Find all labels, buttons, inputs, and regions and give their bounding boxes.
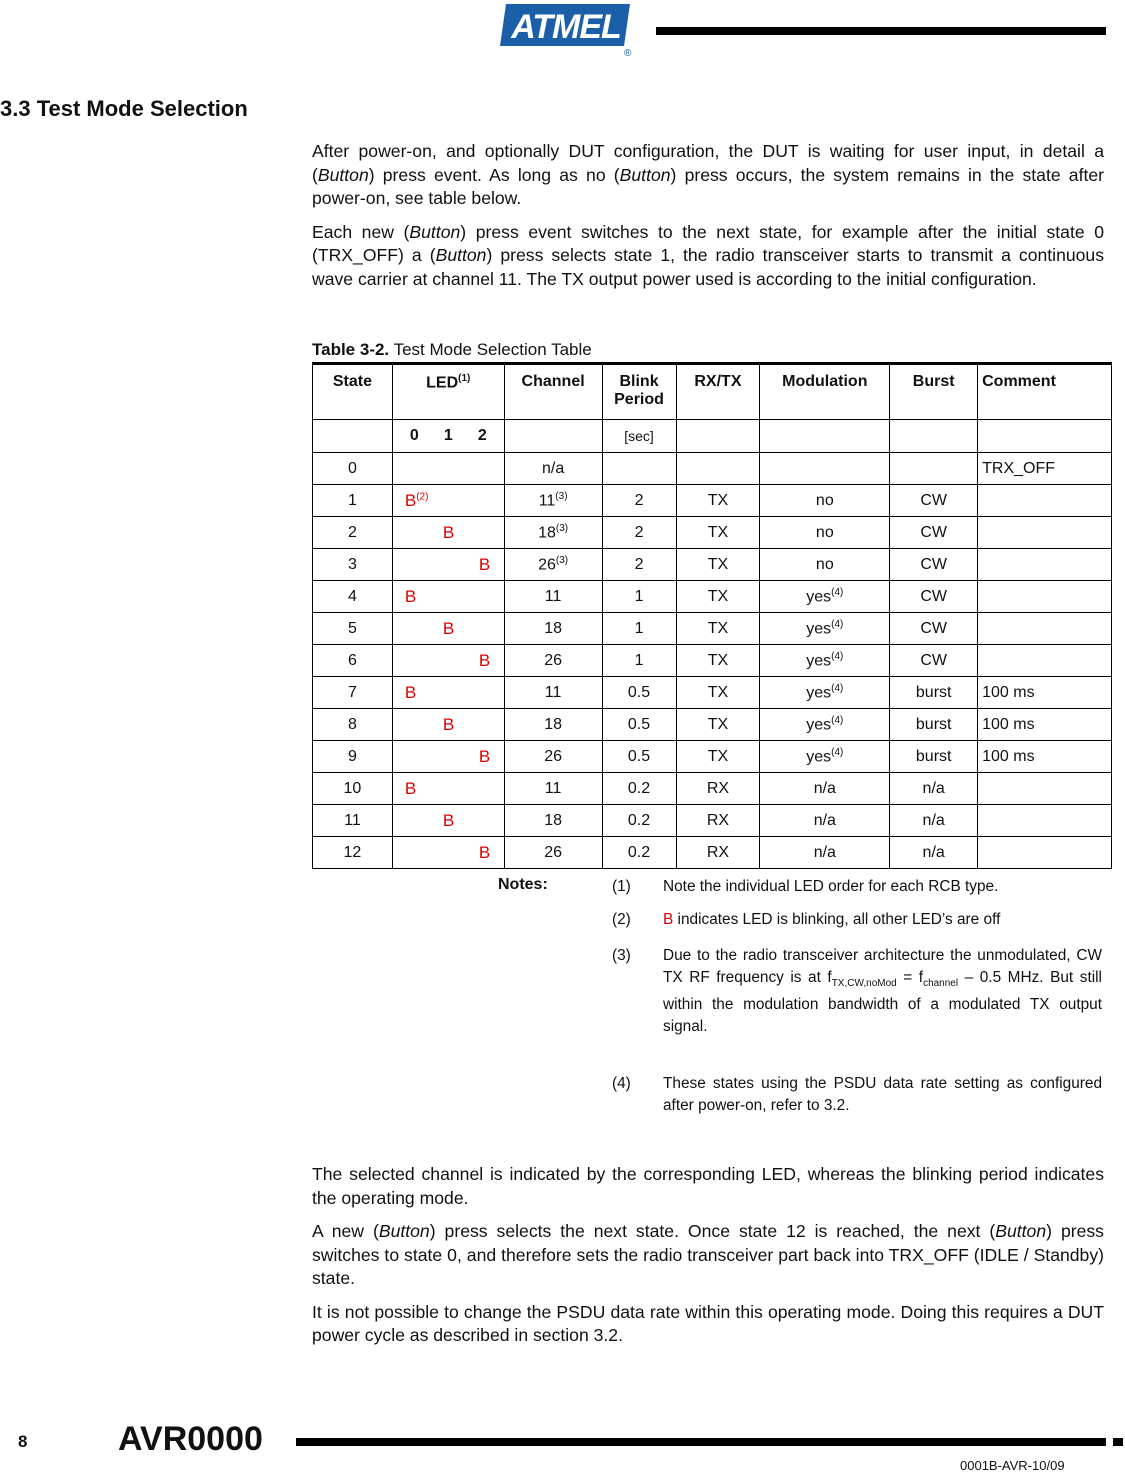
cell-blink-period: 1 bbox=[602, 613, 676, 645]
cell-channel: 11$^{(3)}$ bbox=[504, 485, 602, 517]
cell-burst: burst bbox=[890, 677, 978, 709]
cell-comment: 100 ms bbox=[978, 709, 1112, 741]
cell-burst: CW bbox=[890, 581, 978, 613]
cell-blink-period: 0.2 bbox=[602, 805, 676, 837]
cell-channel: 11 bbox=[504, 773, 602, 805]
cell-blink-period: 0.5 bbox=[602, 677, 676, 709]
cell-led bbox=[392, 581, 504, 613]
registered-mark: ® bbox=[624, 48, 632, 58]
cell-rxtx bbox=[676, 453, 760, 485]
header-rule-end bbox=[1096, 27, 1106, 35]
cell-modulation: yes$^{(4)}$ bbox=[760, 741, 890, 773]
cell-burst: burst bbox=[890, 741, 978, 773]
header-blink-period: Blink Period bbox=[602, 364, 676, 420]
cell-state: 10 bbox=[313, 773, 393, 805]
cell-blink-period: 0.5 bbox=[602, 741, 676, 773]
cell-burst: CW bbox=[890, 549, 978, 581]
cell-state: 8 bbox=[313, 709, 393, 741]
cell-rxtx: TX bbox=[676, 645, 760, 677]
cell-modulation: yes$^{(4)}$ bbox=[760, 645, 890, 677]
cell-channel: 11 bbox=[504, 581, 602, 613]
blink-marker: B bbox=[478, 746, 491, 766]
cell-comment bbox=[978, 645, 1112, 677]
cell-rxtx: TX bbox=[676, 677, 760, 709]
test-mode-table bbox=[312, 362, 1112, 869]
cell-blink-period: 2 bbox=[602, 549, 676, 581]
intro-paragraph-1: After power-on, and optionally DUT configuration, the DUT is waiting for user input, in detail a (Button) press event. As long as no (Button) press occurs, the system remains in the state after power-on, see table below. bbox=[312, 141, 1104, 208]
table-row bbox=[313, 485, 1112, 517]
cell-channel: n/a bbox=[504, 453, 602, 485]
cell-blink-period: 0.5 bbox=[602, 709, 676, 741]
cell-blink-period: 0.2 bbox=[602, 837, 676, 869]
cell-channel: 26 bbox=[504, 741, 602, 773]
cell-led bbox=[392, 517, 504, 549]
table-row bbox=[313, 773, 1112, 805]
cell-comment bbox=[978, 517, 1112, 549]
cell-comment bbox=[978, 549, 1112, 581]
footer-rule-end bbox=[1113, 1438, 1123, 1446]
header-comment: Comment bbox=[978, 364, 1112, 420]
cell-burst: n/a bbox=[890, 773, 978, 805]
cell-channel: 26 bbox=[504, 837, 602, 869]
page-number: 8 bbox=[18, 1432, 28, 1451]
cell-state: 4 bbox=[313, 581, 393, 613]
cell-modulation: n/a bbox=[760, 773, 890, 805]
cell-rxtx: RX bbox=[676, 805, 760, 837]
cell-state: 2 bbox=[313, 517, 393, 549]
table-row bbox=[313, 581, 1112, 613]
led-index-header: 0 1 2 bbox=[392, 420, 504, 453]
table-row bbox=[313, 677, 1112, 709]
cell-blink-period bbox=[602, 453, 676, 485]
cell-channel: 11 bbox=[504, 677, 602, 709]
table-caption: Table 3-2. Test Mode Selection Table bbox=[312, 340, 592, 359]
cell-modulation: no bbox=[760, 549, 890, 581]
body-paragraph-1: The selected channel is indicated by the corresponding LED, whereas the blinking period indicates the operating mode. bbox=[312, 1164, 1104, 1208]
table-row bbox=[313, 805, 1112, 837]
table-header-row bbox=[313, 364, 1112, 420]
cell-comment bbox=[978, 613, 1112, 645]
cell-led bbox=[392, 709, 504, 741]
cell-led bbox=[392, 645, 504, 677]
cell-channel: 18 bbox=[504, 805, 602, 837]
cell-led bbox=[392, 773, 504, 805]
table-row bbox=[313, 517, 1112, 549]
body-paragraph-3: It is not possible to change the PSDU data rate within this operating mode. Doing this requires a DUT power cycle as described in section 3.2. bbox=[312, 1301, 1104, 1345]
cell-led bbox=[392, 677, 504, 709]
cell-burst: n/a bbox=[890, 837, 978, 869]
cell-burst bbox=[890, 453, 978, 485]
body-paragraph-2: A new (Button) press selects the next state. Once state 12 is reached, the next (Button) press switches to state 0, and therefore sets the radio transceiver part back into TRX_OFF (IDLE / Standby) state. bbox=[312, 1221, 1104, 1288]
cell-led bbox=[392, 837, 504, 869]
cell-blink-period: 0.2 bbox=[602, 773, 676, 805]
cell-state: 5 bbox=[313, 613, 393, 645]
cell-rxtx: TX bbox=[676, 709, 760, 741]
footer-rule bbox=[296, 1438, 1106, 1446]
cell-burst: CW bbox=[890, 645, 978, 677]
cell-burst: burst bbox=[890, 709, 978, 741]
cell-modulation: yes$^{(4)}$ bbox=[760, 709, 890, 741]
cell-blink-period: 2 bbox=[602, 485, 676, 517]
header-channel: Channel bbox=[504, 364, 602, 420]
intro-paragraph-2: Each new (Button) press event switches to the next state, for example after the initial state 0 (TRX_OFF) a (Button) press selects state 1, the radio transceiver starts to transmit a continuous wave carrier at channel 11. The TX output power used is according to the initial configuration. bbox=[312, 221, 1104, 289]
cell-channel: 18 bbox=[504, 709, 602, 741]
section-title: 3.3 Test Mode Selection bbox=[0, 96, 248, 121]
cell-burst: CW bbox=[890, 517, 978, 549]
cell-modulation: no bbox=[760, 485, 890, 517]
blink-marker: $B^{(2)}$ bbox=[404, 490, 429, 510]
cell-rxtx: RX bbox=[676, 773, 760, 805]
cell-blink-period: 2 bbox=[602, 517, 676, 549]
table-row bbox=[313, 741, 1112, 773]
atmel-logo bbox=[488, 0, 638, 58]
cell-state: 7 bbox=[313, 677, 393, 709]
cell-comment bbox=[978, 773, 1112, 805]
table-body bbox=[313, 453, 1112, 869]
cell-state: 1 bbox=[313, 485, 393, 517]
note-3: (3) Due to the radio transceiver architecture the unmodulated, CW TX RF frequency is at $f_{TX,CW,noMod} = f_{channel} - 0.5$ MHz. But still within the modulation bandwidth of a modulated TX output signal. bbox=[612, 947, 1102, 1035]
cell-led bbox=[392, 613, 504, 645]
cell-state: 11 bbox=[313, 805, 393, 837]
header-rule bbox=[656, 27, 1106, 35]
document-code: 0001B-AVR-10/09 bbox=[960, 1458, 1065, 1473]
header-modulation: Modulation bbox=[760, 364, 890, 420]
cell-channel: 18 bbox=[504, 613, 602, 645]
cell-comment bbox=[978, 837, 1112, 869]
cell-modulation: n/a bbox=[760, 805, 890, 837]
cell-rxtx: TX bbox=[676, 741, 760, 773]
header-burst: Burst bbox=[890, 364, 978, 420]
note-4: (4) These states using the PSDU data rate setting as configured after power-on, refer to 3.2. bbox=[612, 1075, 1102, 1114]
note-2: (2) B indicates LED is blinking, all other LED’s are off bbox=[612, 911, 1001, 928]
blink-marker: B bbox=[404, 586, 417, 606]
cell-comment bbox=[978, 485, 1112, 517]
table-subheader-row bbox=[313, 420, 1112, 453]
cell-rxtx: TX bbox=[676, 549, 760, 581]
period-unit: [sec] bbox=[602, 420, 676, 453]
cell-state: 9 bbox=[313, 741, 393, 773]
cell-blink-period: 1 bbox=[602, 581, 676, 613]
logo-text: ATMEL bbox=[511, 8, 621, 46]
cell-rxtx: TX bbox=[676, 485, 760, 517]
table-row bbox=[313, 549, 1112, 581]
cell-rxtx: TX bbox=[676, 517, 760, 549]
cell-state: 6 bbox=[313, 645, 393, 677]
cell-state: 12 bbox=[313, 837, 393, 869]
blink-marker: B bbox=[442, 714, 455, 734]
cell-channel: 26$^{(3)}$ bbox=[504, 549, 602, 581]
table-row bbox=[313, 709, 1112, 741]
cell-comment: 100 ms bbox=[978, 677, 1112, 709]
cell-comment bbox=[978, 805, 1112, 837]
blink-marker: B bbox=[478, 842, 491, 862]
blink-marker: B bbox=[442, 810, 455, 830]
blink-marker: B bbox=[404, 778, 417, 798]
cell-led bbox=[392, 805, 504, 837]
header-state: State bbox=[313, 364, 393, 420]
intro-text bbox=[312, 140, 1104, 301]
cell-burst: n/a bbox=[890, 805, 978, 837]
notes-label: Notes: bbox=[498, 876, 548, 893]
header-rxtx: RX/TX bbox=[676, 364, 760, 420]
cell-led bbox=[392, 453, 504, 485]
cell-burst: CW bbox=[890, 485, 978, 517]
blink-marker: B bbox=[442, 522, 455, 542]
blink-marker: B bbox=[478, 554, 491, 574]
cell-comment bbox=[978, 581, 1112, 613]
cell-state: 3 bbox=[313, 549, 393, 581]
note-1: (1) Note the individual LED order for each RCB type. bbox=[612, 878, 999, 895]
cell-rxtx: TX bbox=[676, 613, 760, 645]
cell-modulation bbox=[760, 453, 890, 485]
cell-rxtx: RX bbox=[676, 837, 760, 869]
cell-channel: 26 bbox=[504, 645, 602, 677]
table-row bbox=[313, 837, 1112, 869]
cell-modulation: yes$^{(4)}$ bbox=[760, 677, 890, 709]
cell-modulation: yes$^{(4)}$ bbox=[760, 581, 890, 613]
cell-led bbox=[392, 549, 504, 581]
blink-marker: B bbox=[442, 618, 455, 638]
table-row bbox=[313, 453, 1112, 485]
cell-led bbox=[392, 485, 504, 517]
table-row bbox=[313, 645, 1112, 677]
cell-burst: CW bbox=[890, 613, 978, 645]
cell-comment: 100 ms bbox=[978, 741, 1112, 773]
cell-led bbox=[392, 741, 504, 773]
table-row bbox=[313, 613, 1112, 645]
blink-marker: B bbox=[404, 682, 417, 702]
cell-comment: TRX_OFF bbox=[978, 453, 1112, 485]
document-name: AVR0000 bbox=[118, 1420, 263, 1458]
cell-modulation: n/a bbox=[760, 837, 890, 869]
cell-state: 0 bbox=[313, 453, 393, 485]
body-text bbox=[312, 1163, 1104, 1358]
header-led: LED$^{(1)}$ bbox=[392, 364, 504, 420]
cell-modulation: no bbox=[760, 517, 890, 549]
cell-channel: 18$^{(3)}$ bbox=[504, 517, 602, 549]
cell-blink-period: 1 bbox=[602, 645, 676, 677]
cell-modulation: yes$^{(4)}$ bbox=[760, 613, 890, 645]
cell-rxtx: TX bbox=[676, 581, 760, 613]
blink-marker: B bbox=[478, 650, 491, 670]
